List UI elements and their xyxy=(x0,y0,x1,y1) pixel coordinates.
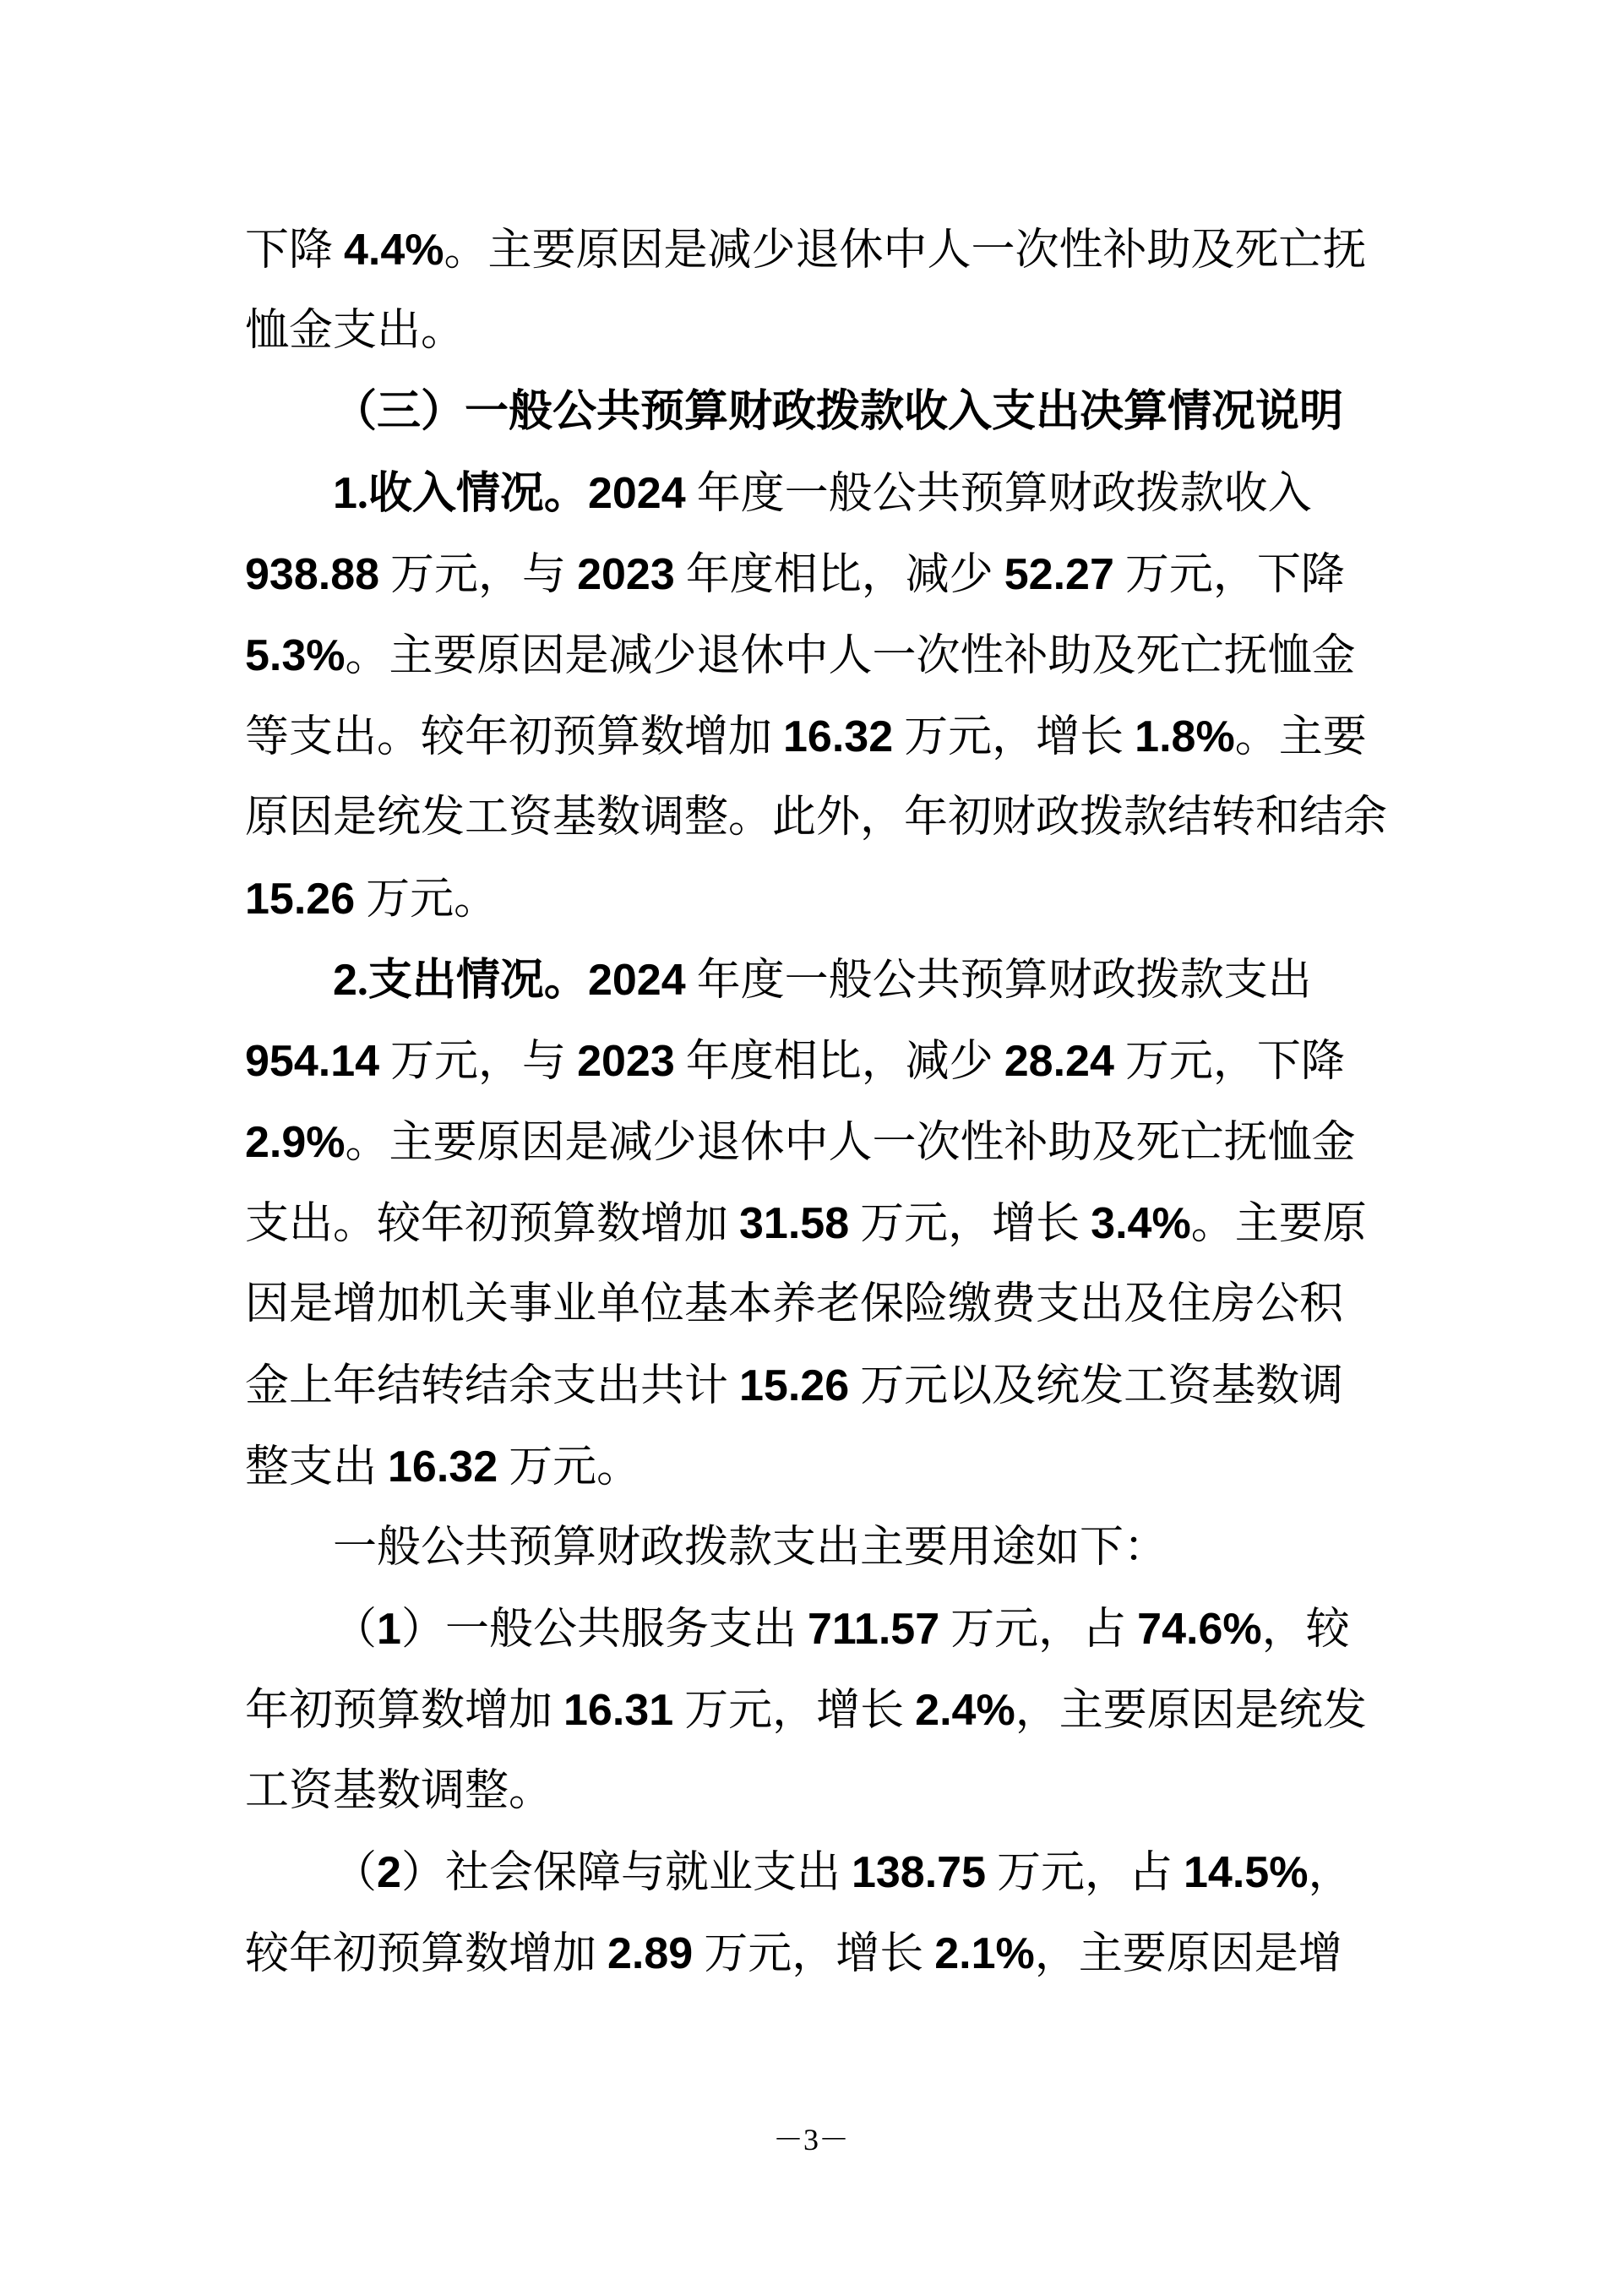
body-line xyxy=(245,940,1385,1021)
body-line xyxy=(245,696,1385,777)
body-line-text: 15.26 万元。 xyxy=(245,875,498,924)
body-line xyxy=(245,615,1385,696)
list-item-lead: 1.收入情况。 xyxy=(333,469,588,518)
body-line-text: 2024 年度一般公共预算财政拨款收入 xyxy=(587,469,1312,518)
body-line xyxy=(245,1670,1385,1751)
body-line xyxy=(245,1751,1385,1832)
list-item-lead: 2.支出情况。 xyxy=(333,956,588,1005)
section-heading xyxy=(245,372,1385,453)
document-body xyxy=(245,210,1388,1994)
body-line-text: 下降 4.4%。主要原因是减少退休中人一次性补助及死亡抚 xyxy=(245,226,1367,275)
section-heading-text: （三）一般公共预算财政拨款收入支出决算情况说明 xyxy=(333,388,1344,436)
body-line-text: 较年初预算数增加 2.89 万元，增长 2.1%，主要原因是增 xyxy=(245,1929,1342,1978)
body-line-text: 954.14 万元，与 2023 年度相比，减少 28.24 万元，下降 xyxy=(245,1037,1345,1086)
body-line xyxy=(245,1426,1385,1508)
body-line xyxy=(245,777,1388,859)
body-line xyxy=(245,1345,1385,1426)
body-line xyxy=(245,1264,1385,1345)
body-line-text: 原因是统发工资基数调整。此外，年初财政拨款结转和结余 xyxy=(245,794,1388,842)
body-line xyxy=(245,1102,1385,1183)
body-line-text: 年初预算数增加 16.31 万元，增长 2.4%，主要原因是统发 xyxy=(245,1686,1367,1735)
body-line-text: 等支出。较年初预算数增加 16.32 万元，增长 1.8%。主要 xyxy=(245,712,1367,761)
body-line-text: 支出。较年初预算数增加 31.58 万元，增长 3.4%。主要原 xyxy=(245,1199,1367,1248)
body-line xyxy=(245,1183,1385,1264)
body-line xyxy=(245,291,1385,372)
page-number: －3－ xyxy=(772,2123,849,2157)
body-line xyxy=(245,1913,1385,1994)
body-line xyxy=(245,1508,1385,1589)
body-line-text: 金上年结转结余支出共计 15.26 万元以及统发工资基数调 xyxy=(245,1361,1344,1410)
body-line-text: 一般公共预算财政拨款支出主要用途如下： xyxy=(333,1524,1168,1572)
body-line xyxy=(245,453,1385,534)
body-line xyxy=(245,534,1385,615)
body-line xyxy=(245,859,1385,940)
body-line-text: 938.88 万元，与 2023 年度相比，减少 52.27 万元，下降 xyxy=(245,550,1345,599)
body-line xyxy=(245,1589,1385,1670)
body-line-text: 2024 年度一般公共预算财政拨款支出 xyxy=(587,956,1312,1005)
body-line-text: 因是增加机关事业单位基本养老保险缴费支出及住房公积 xyxy=(245,1280,1344,1328)
body-line-text: 5.3%。主要原因是减少退休中人一次性补助及死亡抚恤金 xyxy=(245,631,1356,680)
body-line-text: 恤金支出。 xyxy=(245,307,465,355)
body-line xyxy=(245,1832,1385,1913)
body-line-text: （2）社会保障与就业支出 138.75 万元，占 14.5%， xyxy=(333,1848,1353,1897)
body-line-text: 工资基数调整。 xyxy=(245,1767,553,1815)
body-line xyxy=(245,210,1385,291)
body-line-text: 2.9%。主要原因是减少退休中人一次性补助及死亡抚恤金 xyxy=(245,1118,1356,1167)
body-line-text: 整支出 16.32 万元。 xyxy=(245,1442,641,1492)
body-line xyxy=(245,1021,1385,1102)
body-line-text: （1）一般公共服务支出 711.57 万元，占 74.6%，较 xyxy=(333,1605,1350,1654)
